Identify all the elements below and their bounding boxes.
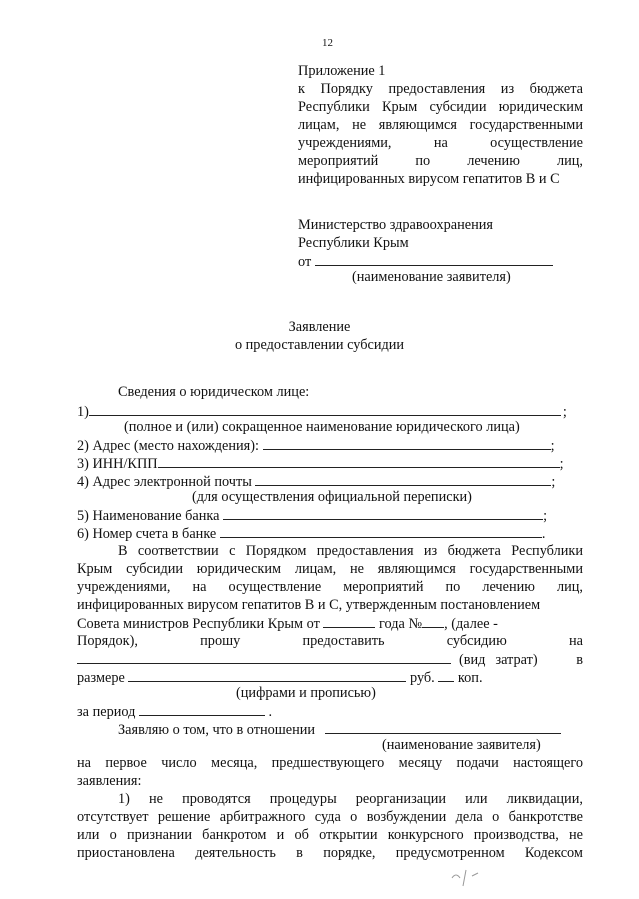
appendix-line-1 — [298, 80, 583, 98]
addressee-ministry: Министерство здравоохранения — [298, 217, 493, 233]
word: бюджета — [529, 81, 583, 97]
word: признании — [126, 827, 192, 843]
word: мероприятий — [343, 579, 424, 595]
entity-name-caption: (полное и (или) сокращенное наименование юридического лица) — [124, 419, 520, 435]
word: Республики — [298, 99, 370, 115]
word: месяца, — [211, 755, 258, 771]
word: Порядку — [320, 81, 373, 97]
word: не — [349, 561, 364, 577]
inn-kpp-label: 3) ИНН/КПП — [77, 456, 158, 472]
word: открытии — [319, 827, 378, 843]
body-line-6 — [77, 632, 583, 650]
word: осуществление — [490, 135, 583, 151]
resolution-date-field[interactable] — [323, 614, 375, 628]
word: лицам, — [294, 561, 337, 577]
word: не — [149, 791, 164, 807]
email-field[interactable] — [255, 472, 551, 486]
word: к — [298, 81, 305, 97]
body-line-9: заявления: — [77, 773, 142, 789]
item-3-row — [77, 454, 564, 473]
word: из — [423, 543, 438, 559]
account-number-field[interactable] — [220, 524, 542, 538]
word: настоящего — [513, 755, 583, 771]
amount-field[interactable] — [128, 668, 406, 682]
expense-type-label-c: в — [576, 652, 583, 668]
word: 1) — [118, 791, 130, 807]
word: учреждениями, — [298, 135, 392, 151]
word: ликвидации, — [506, 791, 583, 807]
word: о — [492, 809, 500, 825]
word: на — [568, 633, 583, 649]
item-6-period: . — [541, 526, 546, 542]
clause-1-line-3 — [77, 826, 583, 844]
word: юридическим — [196, 561, 282, 577]
word: субсидии — [429, 99, 487, 115]
word: предоставления — [316, 543, 414, 559]
resolution-year-text: года № — [379, 616, 423, 632]
declare-applicant-field[interactable] — [325, 720, 561, 734]
word: об — [294, 827, 309, 843]
resolution-text: Совета министров Республики Крым от — [77, 616, 320, 632]
word: с — [229, 543, 236, 559]
word: лиц, — [556, 153, 583, 169]
account-number-label: 6) Номер счета в банке — [77, 526, 217, 542]
appendix-line-4 — [298, 134, 583, 152]
word: государственными — [469, 117, 583, 133]
word: банкротом — [202, 827, 267, 843]
address-field[interactable] — [263, 436, 551, 450]
word: являющимся — [377, 561, 456, 577]
word: государственными — [469, 561, 583, 577]
appendix-line-5 — [298, 152, 583, 170]
word: осуществление — [228, 579, 322, 595]
word: Крым — [381, 99, 418, 115]
word: из — [500, 81, 515, 97]
word: Республики — [511, 543, 583, 559]
expense-type-label-b: затрат) — [495, 652, 538, 668]
word: месяцу — [398, 755, 443, 771]
body-line-4: инфицированных вирусом гепатитов В и С, утвержденным постановлением — [77, 597, 541, 613]
item-1-semicolon: ; — [562, 404, 567, 420]
amount-caption: (цифрами и прописью) — [236, 685, 376, 701]
pen-mark-icon — [448, 866, 488, 888]
word: юридическим — [498, 99, 583, 115]
body-line-7 — [77, 650, 583, 669]
word: или — [465, 791, 488, 807]
word: возбуждении — [366, 809, 447, 825]
email-label: 4) Адрес электронной почты — [77, 474, 252, 490]
word: в — [296, 845, 303, 861]
word: о — [350, 809, 358, 825]
word: предшествующего — [271, 755, 385, 771]
appendix-title: Приложение 1 — [298, 63, 386, 79]
word: по — [445, 579, 461, 595]
word: лицам, — [298, 117, 340, 133]
word: не — [568, 827, 583, 843]
word: Кодексом — [524, 845, 583, 861]
body-line-3 — [77, 578, 583, 596]
item-5-row — [77, 506, 547, 525]
item-5-semicolon: ; — [543, 508, 548, 524]
document-title: Заявление — [288, 319, 351, 335]
bank-name-label: 5) Наименование банка — [77, 508, 220, 524]
word: Крым — [77, 561, 113, 577]
word: предоставления — [388, 81, 486, 97]
expense-type-field[interactable] — [77, 650, 451, 664]
word: на — [433, 135, 448, 151]
item-6-row — [77, 524, 545, 543]
item-2-semicolon: ; — [550, 438, 555, 454]
word: число — [161, 755, 197, 771]
word: лечению — [482, 579, 535, 595]
word: проводятся — [182, 791, 251, 807]
word: бюджета — [447, 543, 501, 559]
word: лечению — [467, 153, 520, 169]
resolution-number-field[interactable] — [422, 614, 444, 628]
declare-caption: (наименование заявителя) — [382, 737, 541, 753]
word: приостановлена — [77, 845, 175, 861]
word: порядке, — [323, 845, 376, 861]
inn-kpp-field[interactable] — [158, 454, 560, 468]
document-subtitle: о предоставлении субсидии — [234, 337, 405, 353]
period-label: за период — [77, 704, 136, 720]
word: не — [352, 117, 367, 133]
word: подачи — [456, 755, 499, 771]
word: деятельность — [195, 845, 276, 861]
word: по — [415, 153, 431, 169]
body-line-8 — [77, 754, 583, 772]
item-3-semicolon: ; — [559, 456, 564, 472]
appendix-line-6: инфицированных вирусом гепатитов В и С — [298, 171, 560, 187]
clause-1-line-1 — [118, 790, 583, 808]
legal-entity-heading: Сведения о юридическом лице: — [118, 384, 310, 400]
period-dot: . — [268, 704, 273, 720]
rub-label: руб. — [409, 670, 435, 686]
word: арбитражного — [219, 809, 306, 825]
word: первое — [105, 755, 147, 771]
word: отсутствует — [77, 809, 149, 825]
body-line-2 — [77, 560, 583, 578]
word: о — [109, 827, 117, 843]
word: прошу — [200, 633, 241, 649]
word: соответствии — [137, 543, 219, 559]
bank-name-field[interactable] — [223, 506, 543, 520]
word: конкурсного — [387, 827, 464, 843]
clause-1-line-2 — [77, 808, 583, 826]
word: В — [118, 543, 128, 559]
item-2-row — [77, 436, 555, 455]
body-line-1 — [118, 542, 583, 560]
word: на — [192, 579, 207, 595]
item-1-number: 1) — [77, 404, 89, 420]
item-4-semicolon: ; — [551, 474, 556, 490]
word: Порядком — [245, 543, 307, 559]
word: суда — [314, 809, 341, 825]
email-caption: (для осуществления официальной переписки) — [192, 489, 472, 505]
address-label: 2) Адрес (место нахождения): — [77, 438, 259, 454]
entity-name-field[interactable] — [89, 402, 561, 416]
declare-text: Заявляю о том, что в отношении — [118, 722, 316, 738]
word: банкротстве — [508, 809, 583, 825]
applicant-name-field[interactable] — [315, 252, 553, 266]
word: лиц, — [556, 579, 583, 595]
amount-label: размере — [77, 670, 125, 686]
word: процедуры — [269, 791, 337, 807]
resolution-suffix-text: , (далее - — [444, 616, 498, 632]
word: производства, — [473, 827, 559, 843]
word: Порядок), — [77, 633, 138, 649]
applicant-caption: (наименование заявителя) — [352, 269, 511, 285]
word: предоставить — [302, 633, 385, 649]
word: являющимся — [378, 117, 457, 133]
word: мероприятий — [298, 153, 379, 169]
page-number: 12 — [322, 37, 333, 49]
expense-type-label-a: (вид — [459, 652, 486, 668]
word: и — [276, 827, 285, 843]
word: субсидии — [126, 561, 184, 577]
clause-1-line-4 — [77, 844, 583, 862]
appendix-line-3 — [298, 116, 583, 134]
body-line-5 — [77, 614, 498, 633]
kopeck-field[interactable] — [438, 668, 454, 682]
from-label: от — [298, 254, 312, 270]
word: решение — [157, 809, 211, 825]
word: или — [77, 827, 100, 843]
appendix-line-2 — [298, 98, 583, 116]
addressee-region: Республики Крым — [298, 235, 409, 251]
kopeck-label: коп. — [457, 670, 483, 686]
word: дела — [455, 809, 483, 825]
word: на — [77, 755, 91, 771]
period-field[interactable] — [139, 702, 265, 716]
word: учреждениями, — [77, 579, 171, 595]
period-row — [77, 702, 272, 721]
word: предусмотренном — [395, 845, 505, 861]
word: субсидию — [446, 633, 507, 649]
word: реорганизации — [355, 791, 447, 807]
